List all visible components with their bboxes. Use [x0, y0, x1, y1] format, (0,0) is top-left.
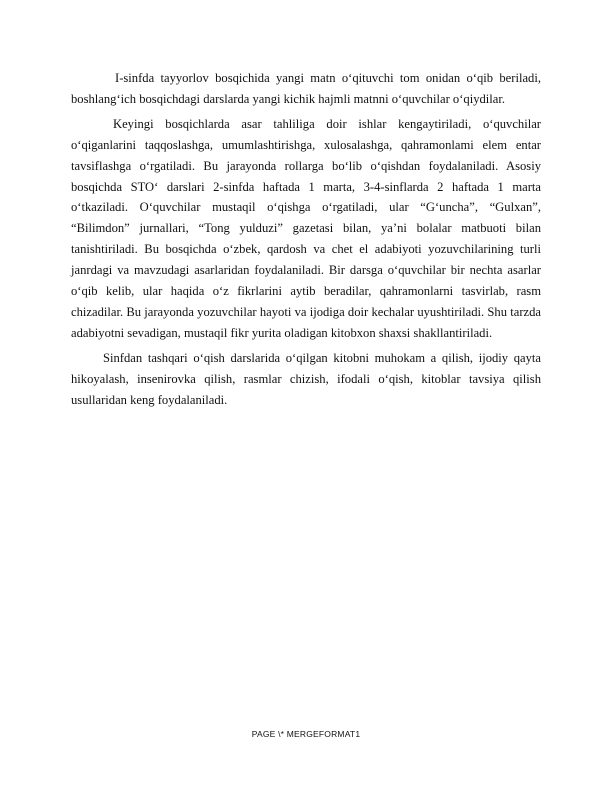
- paragraph-2: Keyingi bosqichlarda asar tahliliga doir ishlar kengaytiriladi, o‘quvchilar o‘qiganlarini taqqoslashga, umumlashtirishga, xulosalashga, qahramonlami elem entar tavsiflashga o‘rgatiladi. Bu jarayonda rollarga bo‘lib o‘qishdan foydalaniladi. Asosiy bosqichda STO‘ darslari 2-sinfda haftada 1 marta, 3-4-sinflarda 2 haftada 1 marta o‘tkaziladi. O‘quvchilar mustaqil o‘qishga o‘rgatiladi, ular “G‘uncha”, “Gulxan”, “Bilimdon” jurnallari, “Tong yulduzi” gazetasi bilan, ya’ni bolalar matbuoti bilan tanishtiriladi. Bu bosqichda o‘zbek, qardosh va chet el adabiyoti yozuvchilarining turli janrdagi va mavzudagi asarlaridan foydalaniladi. Bir darsga o‘quvchilar bir nechta asarlar o‘qib kelib, ular haqida o‘z fikrlarini aytib beradilar, qahramonlarni tasvirlab, rasm chizadilar. Bu jarayonda yozuvchilar hayoti va ijodiga doir kechalar uyushtiriladi. Shu tarzda adabiyotni sevadigan, mustaqil fikr yurita oladigan kitobxon shaxsi shakllantiriladi.: [71, 116, 541, 340]
- page-footer: PAGE \* MERGEFORMAT1: [251, 729, 361, 739]
- body-text: [71, 68, 541, 411]
- paragraph-1: I-sinfda tayyorlov bosqichida yangi matn o‘qituvchi tom onidan o‘qib beriladi, boshlang‘ich bosqichdagi darslarda yangi kichik hajmli matnni o‘quvchilar o‘qiydilar.: [71, 71, 541, 106]
- paragraph-3: Sinfdan tashqari o‘qish darslarida o‘qilgan kitobni muhokam a qilish, ijodiy qayta hikoyalash, insenirovka qilish, rasmlar chizish, ifodali o‘qish, kitoblar tavsiya qilish usullaridan keng foydalaniladi.: [71, 350, 541, 407]
